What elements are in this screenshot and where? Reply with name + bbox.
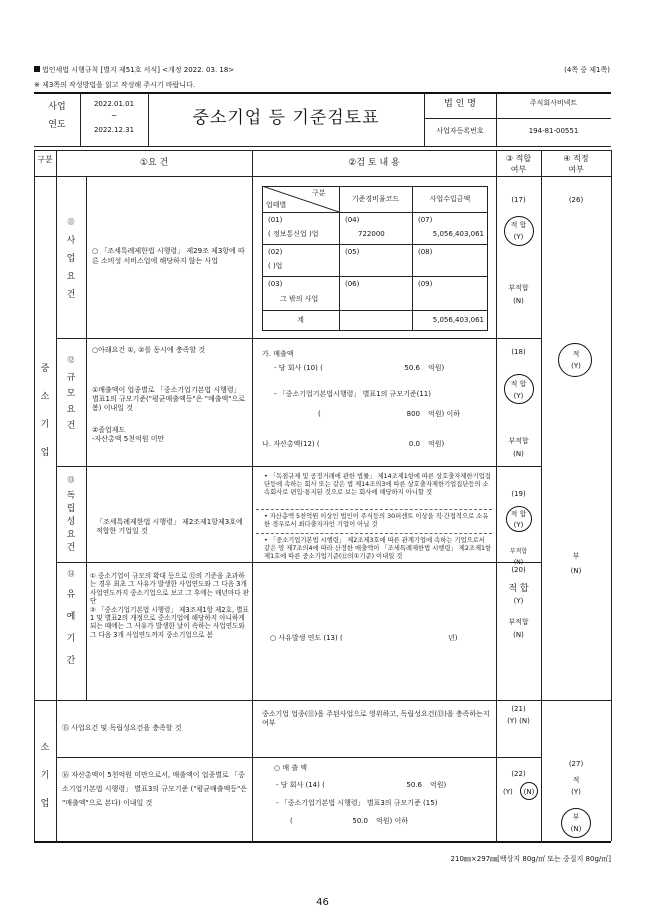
biz-num: ⑪ bbox=[67, 218, 75, 226]
row3-c1: (03) bbox=[268, 280, 283, 288]
row1-c2b: 722000 bbox=[358, 230, 385, 238]
scale-req3: ②졸업제도 -자산총액 5천억원 미만 bbox=[92, 426, 165, 443]
proper-selected-circle bbox=[558, 343, 592, 377]
grace-fit-ng: 부적합 bbox=[508, 618, 529, 626]
sme-proper-ng: 부 bbox=[572, 552, 580, 560]
indep-num: ⑬ bbox=[67, 476, 75, 484]
small-rev-a: ○ 매 출 액 bbox=[274, 764, 308, 772]
page-title: 중소기업 등 기준검토표 bbox=[192, 108, 380, 128]
small-rev-a1v: 50.6 bbox=[406, 781, 422, 789]
corp-name: 주식회사비넥트 bbox=[529, 99, 578, 107]
scale-rev-a1u: 억원) bbox=[428, 364, 445, 372]
total-value: 5,056,403,061 bbox=[432, 316, 484, 324]
small-proper-ng-n: (N) bbox=[570, 825, 582, 833]
regulation-text: 법인세법 시행규칙 [별지 제51호 서식] <개정 2022. 03. 18> bbox=[34, 66, 234, 75]
row1-c1b: ( 정보통신업 )업 bbox=[268, 230, 319, 238]
small-fit-n: (N) bbox=[523, 788, 535, 796]
small-proper-ng: 부 bbox=[572, 813, 580, 821]
row2-c1b: ( )업 bbox=[268, 262, 283, 270]
inner-header-bottom: 업태별 bbox=[266, 201, 287, 209]
scale-fit-ok-y: (Y) bbox=[513, 392, 524, 400]
scale-req1: ○아래요건 ①, ②를 동시에 충족할 것 bbox=[92, 346, 206, 354]
grace-requirement: ① 중소기업이 규모의 확대 등으로 ⑫의 기준을 초과하는 경우 최초 그 사유가 발생한 사업연도와 그 다음 3개사업연도까지 중소기업으로 보고 그 후에는 매년마다 판단 ② 「중소기업기본법 시행령」 제3조제1항 제2호, 별표1 및 별표2의 개정으로 중소기업에 해당하지 아니하게 되는 때에는 그 사유가 발생한 날이 속하는 사업연도와 그 다음 3개 사업연도까지 중소기업으로 봄 bbox=[90, 572, 250, 639]
scale-rev-a1: - 당 회사 (10) ( bbox=[274, 364, 323, 372]
biz-fit-ok: 적 합 bbox=[510, 221, 527, 229]
grace-num: ⑭ bbox=[67, 570, 75, 578]
row3-c2: (06) bbox=[345, 280, 360, 288]
scale-fit-no: (18) bbox=[511, 348, 526, 356]
small-fit-no-21: (21) bbox=[511, 705, 526, 713]
col-requirement: ①요 건 bbox=[139, 158, 169, 168]
side-label-small: 소기업 bbox=[40, 743, 50, 809]
year-label-2: 연도 bbox=[48, 120, 66, 130]
scale-rev-a: 가. 매출액 bbox=[262, 350, 294, 358]
scale-rev-a2v: 800 bbox=[406, 410, 420, 418]
col-fit: ③ 적합 여부 bbox=[505, 154, 532, 174]
scale-num: ⑫ bbox=[67, 356, 75, 364]
row2-c1: (02) bbox=[268, 248, 283, 256]
small-rev1: 중소기업 업종(⑪)을 주된사업으로 영위하고, 독립성요건(⑬)을 충족하는지 여부 bbox=[262, 710, 490, 727]
scale-fit-ng-n: (N) bbox=[513, 450, 524, 458]
scale-rev-a2u: 억원) 이하 bbox=[428, 410, 461, 418]
indep-rev1: • 「독점규제 및 공정거래에 관한 법률」 제14조제1항에 따른 상호출자제한기업집단등에 속하는 회사 또는 같은 법 제14조의3에 따른 상호출자제한기업집단등의 소속회사로 편입·통지된 것으로 보는 회사에 해당하지 아니할 것 bbox=[264, 473, 491, 496]
indep-fit-ok: 적 합 bbox=[510, 510, 527, 518]
biz-fit-ng: 부적합 bbox=[508, 284, 529, 292]
corp-name-label: 법 인 명 bbox=[444, 99, 476, 109]
grace-review: ○ 사유발생 연도 (13) ( bbox=[270, 634, 343, 642]
period-tilde: ~ bbox=[111, 112, 117, 120]
biz-fit-ng-n: (N) bbox=[513, 297, 524, 305]
row1-c1: (01) bbox=[268, 216, 283, 224]
small-fit-no-22: (22) bbox=[511, 770, 526, 778]
side-label-sme: 중소기업 bbox=[40, 364, 50, 458]
year-label: 사업 bbox=[48, 102, 66, 112]
sme-proper-ok: 적 bbox=[572, 350, 580, 358]
row2-c2: (05) bbox=[345, 248, 360, 256]
scale-rev-a2: - 「중소기업기본법시행령」 별표1의 규모기준(11) bbox=[274, 390, 431, 398]
small-rev-a2u: 억원) 이하 bbox=[376, 817, 409, 825]
biz-no: 194-81-00551 bbox=[528, 127, 579, 135]
row3-c1b: 그 밖의 사업 bbox=[280, 295, 319, 303]
paper-spec: 210㎜×297㎜[백상지 80g/㎡ 또는 중질지 80g/㎡] bbox=[450, 855, 611, 863]
row2-c3: (08) bbox=[418, 248, 433, 256]
grace-fit-ok-y: (Y) bbox=[513, 597, 524, 605]
sme-proper-ok-y: (Y) bbox=[571, 362, 581, 370]
row1-c2: (04) bbox=[345, 216, 360, 224]
period-end: 2022.12.31 bbox=[93, 126, 135, 134]
small-req1: ⑮ 사업요건 및 독립성요건을 충족할 것 bbox=[62, 724, 182, 732]
scale-rev-a1v: 50.6 bbox=[404, 364, 420, 372]
instruction-text: ※ 제3쪽의 작성방법을 읽고 작성해 주시기 바랍니다. bbox=[34, 81, 196, 89]
indep-fit-ng: 부적합 bbox=[509, 548, 528, 555]
biz-label: 사업요건 bbox=[66, 236, 76, 300]
proper-no-26: (26) bbox=[568, 196, 584, 204]
grace-fit-ok: 적 합 bbox=[508, 584, 529, 594]
inner-header-top: 구분 bbox=[312, 189, 326, 197]
biz-fit-no: (17) bbox=[511, 196, 526, 204]
small-rev-a1: - 당 회사 (14) ( bbox=[276, 781, 325, 789]
biz-fit-ok-y: (Y) bbox=[513, 233, 524, 241]
indep-fit-no: (19) bbox=[511, 490, 526, 498]
page-number: 46 bbox=[316, 897, 329, 908]
grace-review-end: 년) bbox=[448, 634, 458, 642]
small-proper-ok: 적 bbox=[572, 776, 580, 784]
scale-fit-ok: 적 합 bbox=[510, 380, 527, 388]
col-proper: ④ 적정 여부 bbox=[563, 154, 589, 174]
scale-rev-b: 나. 자산총액(12) ( bbox=[262, 440, 320, 448]
small-proper-ok-y: (Y) bbox=[571, 788, 581, 796]
small-fit-yn: (Y) (N) bbox=[507, 717, 530, 725]
grace-fit-ng-n: (N) bbox=[513, 631, 524, 639]
scale-rev-a2o: ( bbox=[318, 410, 321, 418]
proper-no-27: (27) bbox=[568, 760, 584, 768]
scale-req2: ①매출액이 업종별로 「중소기업기본법 시행령」 별표1의 규모기준("평균매출액등"은 "매출액"으로봄) 이내일 것 bbox=[92, 386, 245, 412]
inner-col-code: 기준경비율코드 bbox=[351, 195, 400, 203]
inner-col-income: 사업수입금액 bbox=[429, 195, 471, 203]
indep-requirement: 「조세특례제한법 시행령」 제2조제1항제3호에 적합한 기업일 것 bbox=[96, 518, 243, 535]
small-fit-y: (Y) bbox=[503, 788, 513, 796]
indep-fit-ok-y: (Y) bbox=[513, 521, 524, 529]
small-rev-a2v: 50.0 bbox=[352, 817, 368, 825]
small-rev-a2o: ( bbox=[290, 817, 293, 825]
small-rev-a1u: 억원) bbox=[430, 781, 447, 789]
row1-c3b: 5,056,403,061 bbox=[432, 230, 484, 238]
col-review: ②검 토 내 용 bbox=[348, 158, 400, 168]
grace-label: 유예기간 bbox=[66, 590, 76, 666]
small-rev-a2: - 「중소기업기본법 시행령」 별표3의 규모기준 (15) bbox=[276, 799, 438, 807]
small-req2: ⑯ 자산총액이 5천억원 미만으로서, 매출액이 업종별로 「중소기업기본법 시행령」 별표3의 규모기준 ("평균매출액등"은 "매출액"으로 본다) 이내일 것 bbox=[62, 771, 248, 807]
scale-fit-ng: 부적합 bbox=[508, 437, 529, 445]
scale-rev-bv: 0.0 bbox=[408, 440, 420, 448]
biz-no-label: 사업자등록번호 bbox=[436, 127, 484, 135]
total-label: 계 bbox=[297, 316, 304, 324]
biz-requirement: ○ 「조세특례제한법 시행령」 제29조 제3항에 따른 소비성 서비스업에 해당하지 않는 사업 bbox=[92, 247, 245, 265]
row1-c3: (07) bbox=[418, 216, 433, 224]
indep-rev3: • 「중소기업기본법 시행령」 제2조제3호에 따른 관계기업에 속하는 기업으로서 같은 영 제7조의4에 따라 산정한 매출액이 「조세특례제한법 시행령」 제2조제1항제1호에 따른 중소기업기준(⑫의①기준) 이내일 것 bbox=[264, 537, 492, 560]
period-start: 2022.01.01 bbox=[93, 100, 135, 108]
sme-proper-ng-n: (N) bbox=[570, 567, 582, 575]
col-category: 구분 bbox=[37, 155, 53, 164]
row3-c3: (09) bbox=[418, 280, 433, 288]
scale-label: 규모요건 bbox=[66, 373, 76, 431]
scale-rev-bu: 억원) bbox=[428, 440, 445, 448]
grace-fit-no: (20) bbox=[511, 566, 526, 574]
indep-fit-ng-n: (N) bbox=[513, 559, 524, 566]
indep-label: 독립성요건 bbox=[66, 491, 76, 553]
page-count: (4쪽 중 제1쪽) bbox=[564, 66, 610, 74]
indep-rev2: • 자산총액 5천억원 이상인 법인이 주식등의 30퍼센트 이상을 직·간접적으로 소유한 경우로서 최다출자자인 기업이 아닐 것 bbox=[264, 513, 489, 528]
